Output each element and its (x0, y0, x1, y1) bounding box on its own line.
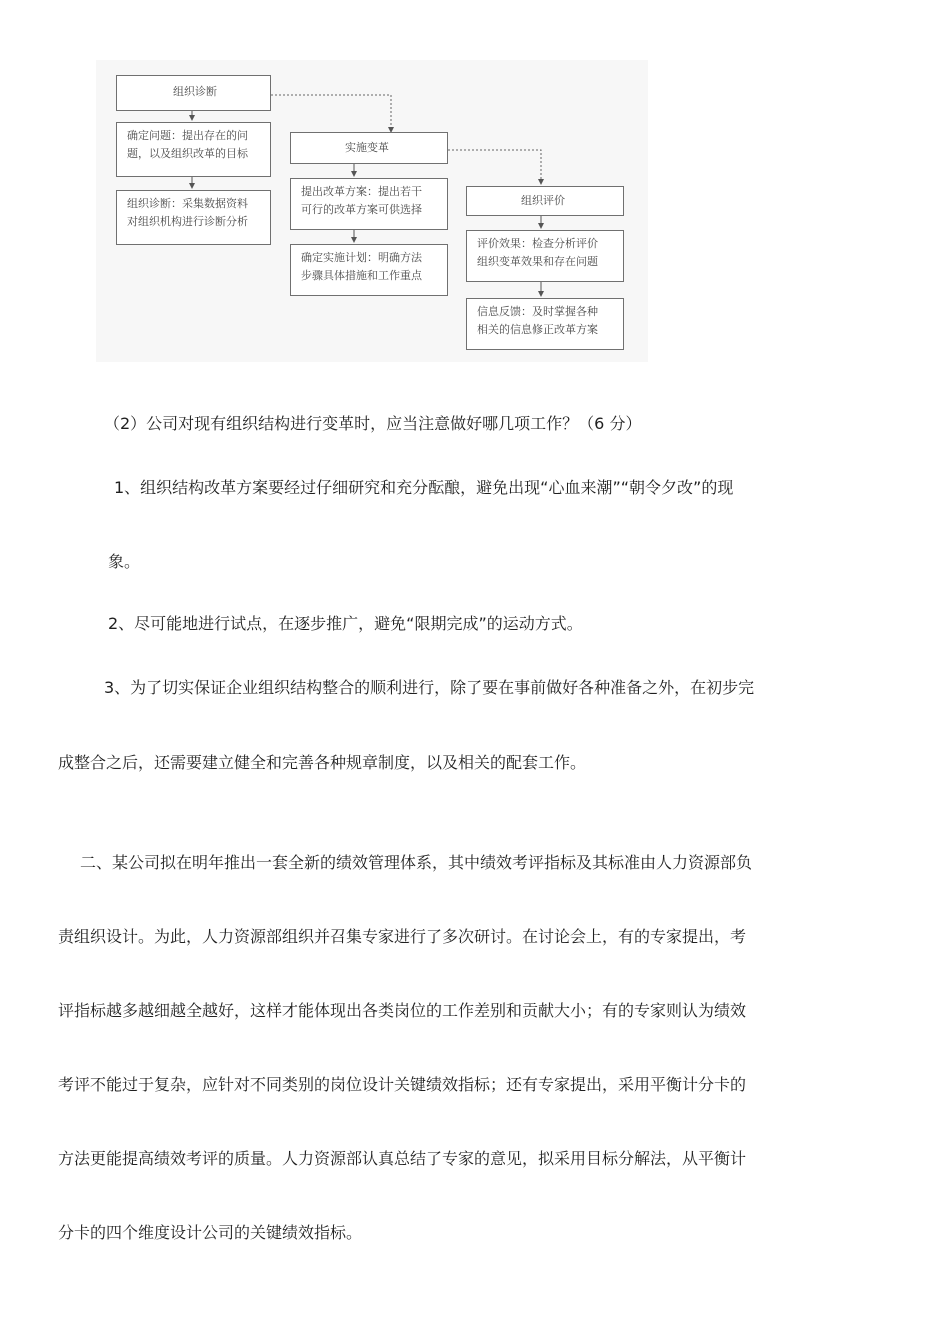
case-paragraph-line-3: 评指标越多越细越全越好，这样才能体现出各类岗位的工作差别和贡献大小；有的专家则认为绩效 (58, 1001, 747, 1020)
answer-item-1-line-1: 1、组织结构改革方案要经过仔细研究和充分酝酿，避免出现“心血来潮”“朝令夕改”的现 (114, 478, 734, 497)
question-2: （2）公司对现有组织结构进行变革时，应当注意做好哪几项工作？（6 分） (104, 414, 642, 433)
box-info-feedback: 信息反馈：及时掌握各种 相关的信息修正改革方案 (466, 298, 624, 350)
case-paragraph-line-2: 责组织设计。为此，人力资源部组织并召集专家进行了多次研讨。在讨论会上，有的专家提出，考 (58, 927, 747, 946)
box-evaluate-effect: 评价效果：检查分析评价 组织变革效果和存在问题 (466, 230, 624, 282)
box-implement-change-header: 实施变革 (290, 132, 448, 164)
box-propose-plan: 提出改革方案：提出若干 可行的改革方案可供选择 (290, 178, 448, 230)
box-org-evaluation-header: 组织评价 (466, 186, 624, 216)
box-implementation-schedule: 确定实施计划：明确方法 步骤具体措施和工作重点 (290, 244, 448, 296)
answer-item-2: 2、尽可能地进行试点，在逐步推广，避免“限期完成”的运动方式。 (108, 614, 583, 633)
answer-item-3-line-2: 成整合之后，还需要建立健全和完善各种规章制度，以及相关的配套工作。 (58, 753, 587, 772)
answer-item-1-line-2: 象。 (108, 552, 141, 571)
case-paragraph-line-1: 二、某公司拟在明年推出一套全新的绩效管理体系，其中绩效考评指标及其标准由人力资源部负 (80, 853, 753, 872)
answer-item-3-line-1: 3、为了切实保证企业组织结构整合的顺利进行，除了要在事前做好各种准备之外，在初步完 (104, 678, 755, 697)
dotted-link-2-3 (448, 150, 541, 184)
box-org-diagnosis-header: 组织诊断 (116, 75, 271, 111)
case-paragraph-line-5: 方法更能提高绩效考评的质量。人力资源部认真总结了专家的意见，拟采用目标分解法，从平衡计 (58, 1149, 747, 1168)
org-change-flowchart (96, 60, 648, 362)
dotted-link-1-2 (271, 95, 391, 132)
box-define-problem: 确定问题：提出存在的问 题，以及组织改革的目标 (116, 122, 271, 177)
box-diagnosis-analysis: 组织诊断：采集数据资料 对组织机构进行诊断分析 (116, 190, 271, 245)
case-paragraph-line-6: 分卡的四个维度设计公司的关键绩效指标。 (58, 1223, 363, 1242)
case-paragraph-line-4: 考评不能过于复杂，应针对不同类别的岗位设计关键绩效指标；还有专家提出，采用平衡计分卡的 (58, 1075, 747, 1094)
